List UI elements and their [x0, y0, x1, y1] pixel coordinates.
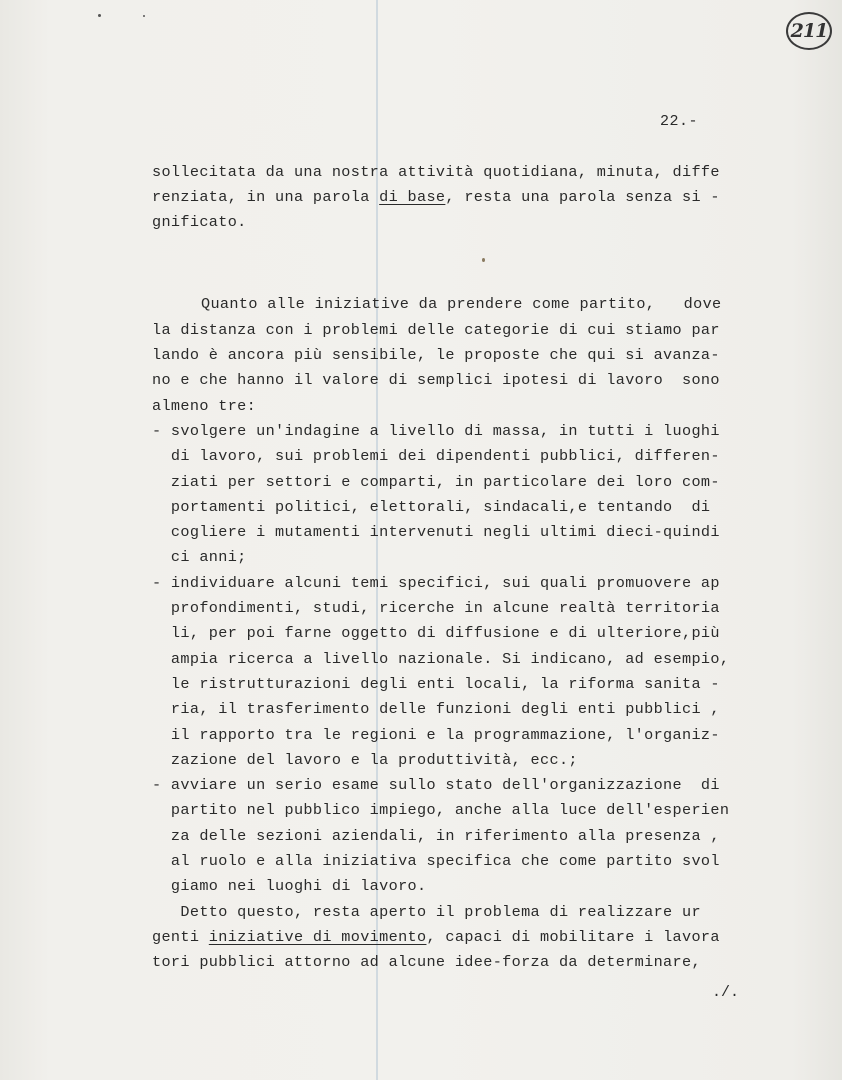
text-line: lando è ancora più sensibile, le proposte che qui si avanza- [152, 346, 720, 364]
text-line: Quanto alle iniziative da prendere come partito, dove [201, 295, 722, 313]
list-item-line: ziati per settori e comparti, in particolare dei loro com- [152, 473, 720, 491]
text-line: Detto questo, resta aperto il problema di realizzare ur [152, 903, 701, 921]
list-item-line: al ruolo e alla iniziativa specifica che come partito svol [152, 852, 720, 870]
scan-speck [143, 15, 145, 17]
list-item-line: ria, il trasferimento delle funzioni degli enti pubblici , [152, 700, 720, 718]
list-item-line: le ristrutturazioni degli enti locali, la riforma sanita - [152, 675, 720, 693]
list-item-line: - avviare un serio esame sullo stato dell'organizzazione di [152, 776, 720, 794]
list-item-line: cogliere i mutamenti intervenuti negli ultimi dieci-quindi [152, 523, 720, 541]
list-item-line: giamo nei luoghi di lavoro. [152, 877, 427, 895]
text-line: renziata, in una parola di base, resta una parola senza si - [152, 188, 720, 206]
text-line: la distanza con i problemi delle categorie di cui stiamo par [152, 321, 720, 339]
page-number: 22.- [660, 113, 699, 130]
text-line: almeno tre: [152, 397, 257, 415]
text-line: sollecitata da una nostra attività quotidiana, minuta, diffe [152, 163, 720, 181]
list-item-line: partito nel pubblico impiego, anche alla luce dell'esperien [152, 801, 730, 819]
underlined-phrase: di base [379, 188, 446, 206]
list-item-line: - individuare alcuni temi specifici, sui quali promuovere ap [152, 574, 720, 592]
list-item-line: za delle sezioni aziendali, in riferimento alla presenza , [152, 827, 720, 845]
list-item-line: zazione del lavoro e la produttività, ecc.; [152, 751, 578, 769]
list-item-line: il rapporto tra le regioni e la programmazione, l'organiz- [152, 726, 720, 744]
scan-speck [98, 14, 101, 17]
text-line: gnificato. [152, 213, 247, 231]
archive-page-stamp [786, 12, 832, 50]
list-item-line: ci anni; [152, 548, 247, 566]
list-item-line: li, per poi farne oggetto di diffusione e di ulteriore,più [152, 624, 720, 642]
continuation-mark: ./. [712, 984, 740, 1001]
text-line: tori pubblici attorno ad alcune idee-forza da determinare, [152, 953, 701, 971]
underlined-phrase: iniziative di movimento [208, 928, 427, 946]
list-item-line: ampia ricerca a livello nazionale. Si indicano, ad esempio, [152, 650, 730, 668]
stamp-number: 211 [790, 20, 828, 42]
text-line: genti iniziative di movimento, capaci di mobilitare i lavora [152, 928, 720, 946]
text-line: no e che hanno il valore di semplici ipotesi di lavoro sono [152, 371, 720, 389]
list-item-line: - svolgere un'indagine a livello di massa, in tutti i luoghi [152, 422, 720, 440]
list-item-line: di lavoro, sui problemi dei dipendenti pubblici, differen- [152, 447, 720, 465]
list-item-line: portamenti politici, elettorali, sindacali,e tentando di [152, 498, 711, 516]
list-item-line: profondimenti, studi, ricerche in alcune realtà territoria [152, 599, 720, 617]
scan-speck [482, 258, 485, 262]
